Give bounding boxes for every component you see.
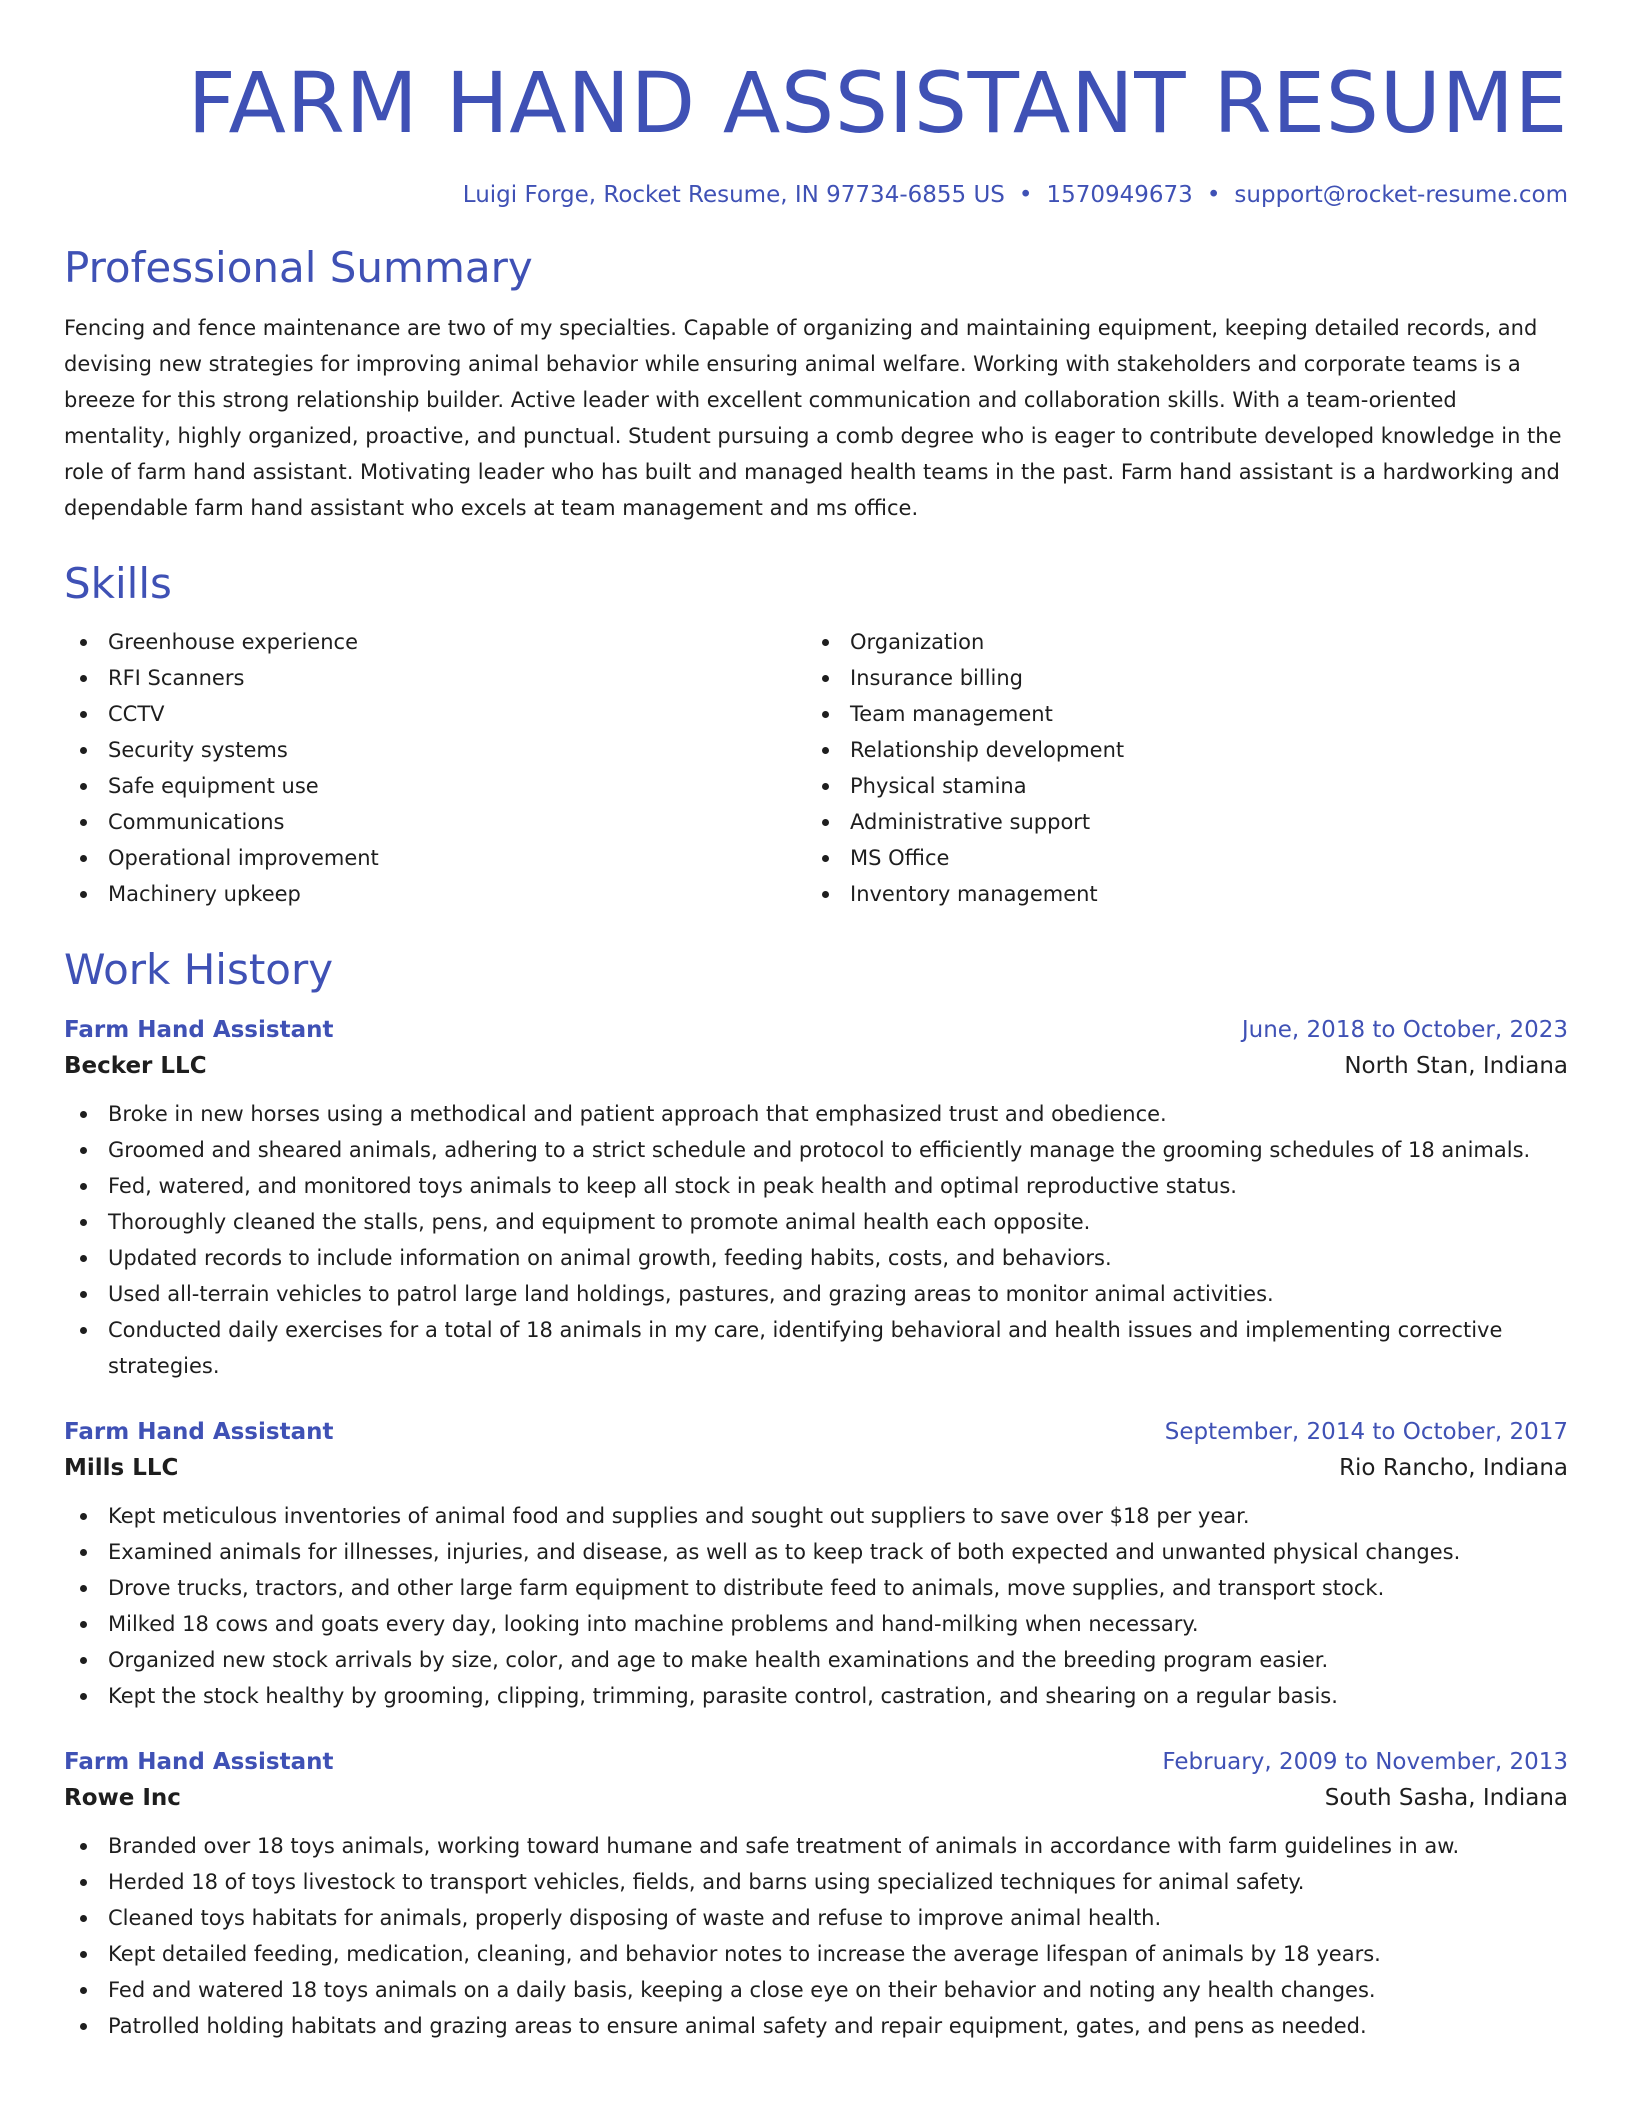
job-bullet-text: Conducted daily exercises for a total of 18 animals in my care, identifying behavioral and health issues and implementing corrective strategies. [108, 1318, 1503, 1378]
job-bullets [64, 1498, 1568, 1714]
skill-item [64, 840, 806, 876]
skill-item [806, 732, 1548, 768]
job-bullets [64, 1096, 1568, 1384]
bullet-icon [80, 1915, 87, 1922]
skill-text: RFI Scanners [108, 666, 245, 690]
job-bullets [64, 1828, 1568, 2044]
skill-item [806, 660, 1548, 696]
bullet-icon [822, 783, 829, 790]
skill-text: Administrative support [850, 810, 1091, 834]
job-bullet [64, 1240, 1568, 1276]
contact-separator: • [1206, 182, 1221, 208]
bullet-icon [80, 1255, 87, 1262]
bullet-icon [80, 891, 87, 898]
job-location: South Sasha, Indiana [1324, 1785, 1568, 1811]
job-bullet [64, 1534, 1568, 1570]
job-bullet-text: Examined animals for illnesses, injuries, and disease, as well as to keep track of both expected and unwanted physical changes. [108, 1540, 1461, 1564]
skill-text: Machinery upkeep [108, 882, 301, 906]
bullet-icon [80, 1219, 87, 1226]
job-company: Becker LLC [64, 1053, 207, 1079]
job-title: Farm Hand Assistant [64, 1419, 334, 1445]
bullet-icon [80, 1147, 87, 1154]
skill-text: Organization [850, 630, 985, 654]
bullet-icon [822, 891, 829, 898]
job-bullet [64, 1276, 1568, 1312]
job-bullet [64, 1096, 1568, 1132]
skills-grid [64, 624, 1568, 912]
skill-text: Insurance billing [850, 666, 1024, 690]
skill-text: Physical stamina [850, 774, 1027, 798]
skill-item [64, 696, 806, 732]
job-bullet [64, 1312, 1568, 1384]
job-company: Rowe Inc [64, 1785, 181, 1811]
bullet-icon [80, 1879, 87, 1886]
job-bullet [64, 1498, 1568, 1534]
job-location: North Stan, Indiana [1344, 1053, 1568, 1079]
job-bullet [64, 1132, 1568, 1168]
contact-info [64, 180, 1568, 210]
job-bullet [64, 1570, 1568, 1606]
job-bullet-text: Thoroughly cleaned the stalls, pens, and equipment to promote animal health each opposite. [108, 1210, 1091, 1234]
contact-separator: • [1018, 182, 1033, 208]
job-bullet-text: Kept the stock healthy by grooming, clipping, trimming, parasite control, castration, and shearing on a regular basis. [108, 1684, 1338, 1708]
bullet-icon [80, 711, 87, 718]
skill-item [64, 876, 806, 912]
job-bullet-text: Patrolled holding habitats and grazing areas to ensure animal safety and repair equipment, gates, and pens as needed. [108, 2014, 1367, 2038]
skill-text: Operational improvement [108, 846, 379, 870]
skill-text: MS Office [850, 846, 950, 870]
bullet-icon [80, 747, 87, 754]
job-bullet [64, 1606, 1568, 1642]
bullet-icon [80, 1951, 87, 1958]
contact-address: Luigi Forge, Rocket Resume, IN 97734-6855 US [462, 182, 1005, 208]
job-bullet [64, 1204, 1568, 1240]
bullet-icon [822, 639, 829, 646]
job-bullet-text: Fed and watered 18 toys animals on a daily basis, keeping a close eye on their behavior and noting any health changes. [108, 1978, 1376, 2002]
job-company: Mills LLC [64, 1455, 179, 1481]
job-bullet-text: Kept detailed feeding, medication, cleaning, and behavior notes to increase the average lifespan of animals by 18 years. [108, 1942, 1381, 1966]
job-dates: February, 2009 to November, 2013 [1162, 1749, 1568, 1775]
resume-page [64, 0, 1568, 2044]
job-bullet [64, 1168, 1568, 1204]
job-bullet [64, 1864, 1568, 1900]
job-dates: September, 2014 to October, 2017 [1164, 1419, 1568, 1445]
job-bullet-text: Cleaned toys habitats for animals, properly disposing of waste and refuse to improve animal health. [108, 1906, 1162, 1930]
job-bullet-text: Milked 18 cows and goats every day, looking into machine problems and hand-milking when necessary. [108, 1612, 1199, 1636]
skill-text: Greenhouse experience [108, 630, 358, 654]
bullet-icon [80, 819, 87, 826]
skill-item [806, 624, 1548, 660]
bullet-icon [80, 1111, 87, 1118]
skill-item [806, 696, 1548, 732]
job-bullet [64, 2008, 1568, 2044]
skill-item [64, 768, 806, 804]
contact-email[interactable]: support@rocket-resume.com [1234, 182, 1568, 208]
bullet-icon [80, 1987, 87, 1994]
resume-title: FARM HAND ASSISTANT RESUME [187, 54, 1568, 152]
job-entry [64, 1744, 1568, 2044]
bullet-icon [80, 855, 87, 862]
skill-item [64, 624, 806, 660]
job-title: Farm Hand Assistant [64, 1017, 334, 1043]
skill-item [806, 876, 1548, 912]
job-bullet-text: Fed, watered, and monitored toys animals to keep all stock in peak health and optimal reproductive status. [108, 1174, 1237, 1198]
job-entry [64, 1414, 1568, 1714]
bullet-icon [822, 855, 829, 862]
skill-text: Inventory management [850, 882, 1098, 906]
job-title: Farm Hand Assistant [64, 1749, 334, 1775]
skills-right-column [806, 624, 1548, 912]
bullet-icon [80, 1327, 87, 1334]
job-bullet-text: Updated records to include information on animal growth, feeding habits, costs, and behaviors. [108, 1246, 1112, 1270]
skills-heading: Skills [64, 559, 172, 608]
bullet-icon [822, 747, 829, 754]
bullet-icon [80, 1183, 87, 1190]
skill-item [64, 660, 806, 696]
bullet-icon [80, 1513, 87, 1520]
job-bullet-text: Branded over 18 toys animals, working toward humane and safe treatment of animals in accordance with farm guidelines in aw. [108, 1834, 1460, 1858]
skill-text: Communications [108, 810, 285, 834]
bullet-icon [80, 675, 87, 682]
skill-text: Security systems [108, 738, 288, 762]
bullet-icon [80, 1291, 87, 1298]
skill-item [64, 804, 806, 840]
job-bullet [64, 1642, 1568, 1678]
bullet-icon [822, 711, 829, 718]
job-bullet-text: Broke in new horses using a methodical and patient approach that emphasized trust and obedience. [108, 1102, 1167, 1126]
bullet-icon [822, 819, 829, 826]
bullet-icon [80, 1621, 87, 1628]
summary-heading: Professional Summary [64, 243, 533, 292]
job-bullet-text: Used all-terrain vehicles to patrol large land holdings, pastures, and grazing areas to monitor animal activities. [108, 1282, 1274, 1306]
work-history-heading: Work History [64, 945, 334, 994]
job-bullet [64, 1936, 1568, 1972]
bullet-icon [80, 1549, 87, 1556]
job-entry [64, 1012, 1568, 1384]
job-bullet-text: Groomed and sheared animals, adhering to a strict schedule and protocol to efficiently manage the grooming schedules of 18 animals. [108, 1138, 1531, 1162]
skill-text: Team management [850, 702, 1053, 726]
skill-item [806, 804, 1548, 840]
bullet-icon [80, 1657, 87, 1664]
contact-phone[interactable]: 1570949673 [1046, 182, 1193, 208]
bullet-icon [80, 1843, 87, 1850]
bullet-icon [80, 1693, 87, 1700]
skill-text: CCTV [108, 702, 165, 726]
skill-text: Safe equipment use [108, 774, 319, 798]
skill-item [806, 840, 1548, 876]
skill-item [806, 768, 1548, 804]
job-bullet [64, 1972, 1568, 2008]
skill-text: Relationship development [850, 738, 1125, 762]
job-bullet-text: Kept meticulous inventories of animal food and supplies and sought out suppliers to save over $18 per year. [108, 1504, 1250, 1528]
job-bullet-text: Organized new stock arrivals by size, color, and age to make health examinations and the breeding program easier. [108, 1648, 1329, 1672]
job-bullet-text: Herded 18 of toys livestock to transport vehicles, fields, and barns using specialized techniques for animal safety. [108, 1870, 1305, 1894]
bullet-icon [822, 675, 829, 682]
job-dates: June, 2018 to October, 2023 [1241, 1017, 1568, 1043]
job-bullet [64, 1828, 1568, 1864]
job-bullet-text: Drove trucks, tractors, and other large farm equipment to distribute feed to animals, move supplies, and transport stock. [108, 1576, 1385, 1600]
summary-text: Fencing and fence maintenance are two of my specialties. Capable of organizing and maintaining equipment, keeping detailed records, and devising new strategies for improving animal behavior while ensuring animal welfare. Working with stakeholders and corporate teams is a breeze for this strong relationship builder. Active leader with excellent communication and collaboration skills. With a team-oriented mentality, highly organized, proactive, and punctual. Student pursuing a comb degree who is eager to contribute developed knowledge in the role of farm hand assistant. Motivating leader who has built and managed health teams in the past. Farm hand assistant is a hardworking and dependable farm hand assistant who excels at team management and ms office. [64, 316, 1562, 520]
job-location: Rio Rancho, Indiana [1339, 1455, 1568, 1481]
bullet-icon [80, 2023, 87, 2030]
skill-item [64, 732, 806, 768]
job-bullet [64, 1900, 1568, 1936]
bullet-icon [80, 639, 87, 646]
job-bullet [64, 1678, 1568, 1714]
bullet-icon [80, 1585, 87, 1592]
skills-left-column [64, 624, 806, 912]
bullet-icon [80, 783, 87, 790]
